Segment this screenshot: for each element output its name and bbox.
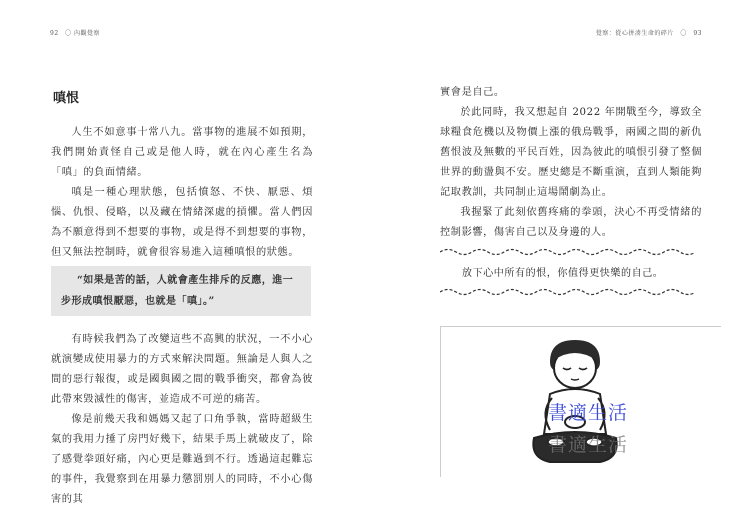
body-paragraph: 於此同時，我又想起自 2022 年開戰至今，導致全球糧食危機以及物價上漲的俄烏戰爭，兩國之間的新仇舊恨波及無數的平民百姓，因為彼此的嗔恨引發了整個世界的動盪與不安。歷史總是不斷重演，直到人類能夠記取教訓，共同制止這場鬧劇為止。 [440, 107, 702, 198]
publisher-watermark-shadow: 書適生活 [548, 434, 629, 456]
body-paragraph: 像是前幾天我和媽媽又起了口角爭執，當時超級生氣的我用力捶了房門好幾下，結果手馬上就破皮了，除了感覺拳頭好痛，內心更是難過到不行。透過這起難忘的事件，我覺察到在用暴力懲罰別人的同時，不小心傷害的其 [51, 414, 313, 505]
wavy-divider-top [440, 247, 695, 257]
pull-quote-box [51, 266, 311, 316]
body-paragraph: 我握緊了此刻依舊疼痛的拳頭，決心不再受情緒的控制影響，傷害自己以及身邊的人。 [440, 207, 702, 238]
right-running-header: 覺察：從心拼湊生命的碎片 〇 93 [595, 30, 702, 37]
body-paragraph: 嗔是一種心理狀態，包括憤怒、不快、厭惡、煩惱、仇恨、侵略，以及藏在情緒深處的摃懼。當人們因為不願意得到不想要的事物，或是得不到想要的事物，但又無法控制時，就會很容易進入這種嗔恨的狀態。 [51, 187, 313, 258]
publisher-watermark: 書適生活 [548, 402, 629, 424]
pull-quote-line: 步形成嗔恨厭惡，也就是「嗔」。” [61, 296, 215, 307]
pull-quote-line: “如果是苦的話，人就會產生排斥的反應，進一 [77, 275, 294, 286]
wavy-divider-bottom [440, 287, 695, 297]
body-paragraph: 有時候我們為了改變這些不高興的狀況，一不小心就演變成使用暴力的方式來解決問題。無論是人與人之間的惡行報復，或是國與國之間的戰爭衝突，都會為彼此帶來毀滅性的傷害，並造成不可逆的痛苦。 [51, 334, 313, 405]
left-running-header: 92 〇 內觀覺察 [50, 30, 101, 37]
body-paragraph: 人生不如意事十常八九。當事物的進展不如預期，我們開始責怪自己或是他人時，就在內心產生名為「嗔」的負面情緒。 [51, 127, 313, 178]
section-title: 嗔恨 [53, 91, 80, 106]
body-paragraph: 實會是自己。 [440, 87, 505, 98]
illustration-caption: 放下心中所有的恨，你值得更快樂的自己。 [462, 268, 664, 279]
